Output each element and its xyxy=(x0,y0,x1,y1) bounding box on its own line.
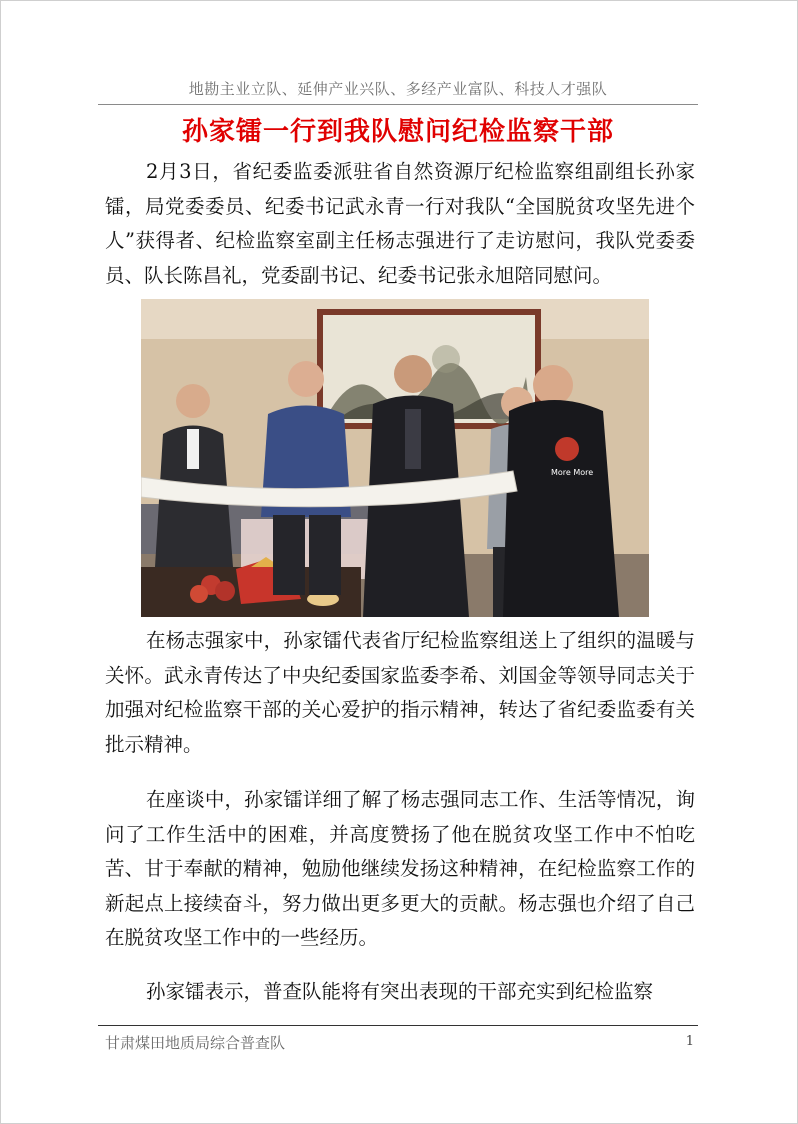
footer-divider xyxy=(98,1025,698,1026)
jacket-logo-text: More More xyxy=(551,468,594,477)
paragraph-3: 在座谈中，孙家镭详细了解了杨志强同志工作、生活等情况，询问了工作生活中的困难，并高度赞扬了他在脱贫攻坚工作中不怕吃苦、甘于奉献的精神，勉励他继续发扬这种精神，在纪检监察工作的新起点上接续奋斗，努力做出更多更大的贡献。杨志强也介绍了自己在脱贫攻坚工作中的一些经历。 xyxy=(105,788,695,949)
paragraph-1: 2月3日，省纪委监委派驻省自然资源厅纪检监察组副组长孙家镭，局党委委员、纪委书记武永青一行对我队“全国脱贫攻坚先进个人”获得者、纪检监察室副主任杨志强进行了走访慰问，我队党委委员、队长陈昌礼，党委副书记、纪委书记张永旭陪同慰问。 xyxy=(105,160,695,287)
article-title: 孙家镭一行到我队慰问纪检监察干部 xyxy=(181,117,614,147)
footer-organization: 甘肃煤田地质局综合普查队 xyxy=(105,1034,286,1052)
paragraph-4: 孙家镭表示，普查队能将有突出表现的干部充实到纪检监察 xyxy=(146,980,654,1003)
photo-illustration xyxy=(141,299,649,617)
header-divider xyxy=(98,104,698,105)
article-photo xyxy=(141,299,649,617)
paragraph-2: 在杨志强家中，孙家镭代表省厅纪检监察组送上了组织的温暖与关怀。武永青传达了中央纪委国家监委李希、刘国金等领导同志关于加强对纪检监察干部的关心爱护的指示精神，转达了省纪委监委有关批示精神。 xyxy=(105,629,695,756)
page-number: 1 xyxy=(685,1034,694,1049)
running-header: 地勘主业立队、延伸产业兴队、多经产业富队、科技人才强队 xyxy=(188,80,608,98)
